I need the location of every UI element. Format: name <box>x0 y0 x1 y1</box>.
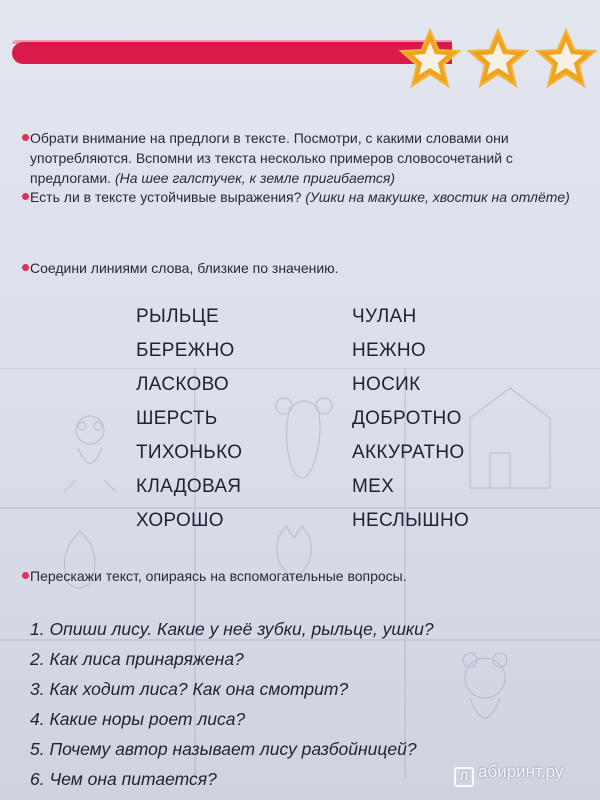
question-item: 3. Как ходит лиса? Как она смотрит? <box>30 679 349 699</box>
bullet-icon <box>22 572 29 579</box>
word-item: ТИХОНЬКО <box>136 442 243 463</box>
difficulty-stars <box>390 22 600 92</box>
header-band <box>12 42 452 64</box>
task-retell <box>30 566 590 586</box>
bullet-icon <box>22 193 29 200</box>
task-example: (На шее галстучек, к земле пригибается) <box>114 170 396 186</box>
task-example: (Ушки на макушке, хвостик на отлёте) <box>305 189 570 205</box>
task-text: Обрати внимание на предлоги в тексте. Посмотри, с какими словами они употребляются. Вспомни из текста несколько примеров словосочетаний с предлогами. <box>30 130 513 186</box>
task-text: Есть ли в тексте устойчивые выражения? <box>30 189 302 205</box>
word-item: КЛАДОВАЯ <box>136 476 242 497</box>
task-text: Соедини линиями слова, близкие по значению. <box>30 260 339 276</box>
question-item: 4. Какие норы роет лиса? <box>30 709 246 729</box>
bullet-icon <box>22 264 29 271</box>
question-item: 6. Чем она питается? <box>30 769 217 789</box>
word-item: ЧУЛАН <box>352 306 417 327</box>
star-icon <box>401 30 459 86</box>
word-item: МЕХ <box>352 476 395 497</box>
word-item: ДОБРОТНО <box>352 408 462 429</box>
watermark-text: абиринт.ру <box>478 762 564 781</box>
stars-graphic <box>390 22 600 92</box>
question-item: 2. Как лиса принаряжена? <box>30 649 244 669</box>
word-item: НЕЖНО <box>352 340 426 361</box>
task-prepositions <box>30 128 590 188</box>
word-item: ЛАСКОВО <box>136 374 229 395</box>
labirint-logo-icon: Л <box>454 767 474 787</box>
task-idioms <box>30 187 590 207</box>
question-item: 1. Опиши лису. Какие у неё зубки, рыльце, ушки? <box>30 619 434 639</box>
word-item: НЕСЛЫШНО <box>352 510 470 531</box>
bullet-icon <box>22 134 29 141</box>
star-icon <box>537 30 595 86</box>
word-item: АККУРАТНО <box>352 442 465 463</box>
question-item: 5. Почему автор называет лису разбойницей? <box>30 739 417 759</box>
word-item: ШЕРСТЬ <box>136 408 218 429</box>
frog-sketch <box>76 416 104 444</box>
house-sketch <box>470 388 550 488</box>
watermark <box>454 762 563 787</box>
word-item: БЕРЕЖНО <box>136 340 235 361</box>
word-column-right <box>352 300 469 538</box>
word-column-left <box>136 300 242 538</box>
word-item: РЫЛЬЦЕ <box>136 306 219 327</box>
word-item: НОСИК <box>352 374 421 395</box>
star-icon <box>469 30 527 86</box>
task-synonyms <box>30 258 590 278</box>
task-text: Перескажи текст, опираясь на вспомогательные вопросы. <box>30 568 407 584</box>
mouse-sketch <box>286 401 320 478</box>
word-item: ХОРОШО <box>136 510 224 531</box>
